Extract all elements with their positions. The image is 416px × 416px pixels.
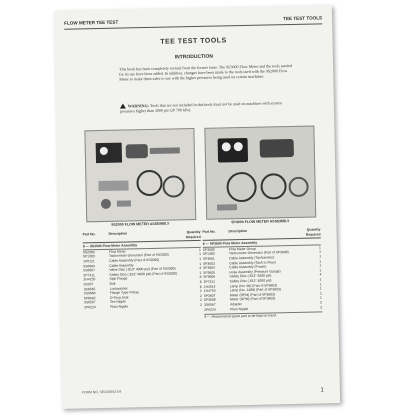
quantity-cell: 1 (199, 256, 202, 261)
description-cell: Tachometer Generator (Part of 9S2000) (108, 252, 169, 259)
page-number: 1 (320, 387, 324, 394)
description-cell: Tee Nipple (109, 299, 127, 305)
intro-paragraph: This book has been completely revised from the former issue. The SF3600 Flow Meter and the tools needed for its use have been added. In addition, changes have been made to the tools used with the 9S2000 Flow Meter to make them safer to use with the higher pressures being used on certain machines. (119, 62, 293, 83)
page-header (64, 15, 322, 29)
part-number-cell: 5P3600 (202, 247, 215, 252)
parts-table-left (83, 230, 203, 310)
cable-coil-shape (288, 177, 308, 197)
description-cell: Adapter (230, 301, 242, 307)
quantity-cell: 8 (199, 284, 202, 289)
table-body (83, 248, 202, 310)
quantity-cell: 1 (319, 254, 322, 259)
header-left: FLOW METER TEE TEST (64, 19, 119, 26)
part-number-cell: 5S937 (83, 282, 94, 287)
quantity-cell: 2 (199, 289, 202, 294)
description-cell: Lockwasher (109, 285, 128, 291)
description-cell: Cable Assembly (Tach to Flow) (229, 259, 276, 265)
fitting-shape (98, 180, 128, 191)
quantity-cell: 1 (319, 263, 322, 268)
description-cell: Flange Type Fitting (109, 290, 139, 295)
form-number: FORM NO. SEG00912-04 (81, 389, 122, 395)
quantity-cell: 1 (319, 277, 322, 282)
description-cell: Flow Meter Group (228, 246, 257, 252)
description-cell: Safety Disc (.813" 4000 psi) (229, 278, 272, 284)
section-heading: INTRODUCTION (174, 53, 214, 61)
description-cell: Meter (RPM) (Part of 5P3603) (229, 292, 276, 298)
document-page (54, 5, 340, 409)
flow-body-shape (126, 144, 148, 158)
description-cell: Cable Assembly (109, 262, 134, 268)
description-cell: Cable Assembly (Power) (229, 264, 267, 270)
header-part: Part No. (202, 229, 216, 234)
quantity-cell: 1 (319, 286, 322, 291)
description-cell: O-Ring Seal (109, 295, 129, 300)
quantity-cell: 1 (199, 270, 202, 275)
fitting-shape (101, 199, 111, 209)
part-number-cell: 5P1383 (202, 252, 215, 257)
quantity-cell: 8 (199, 279, 202, 284)
part-number-cell: 3S6567 (83, 300, 96, 305)
part-number-cell: 5P3604 (203, 265, 216, 271)
fitting-shape (117, 200, 131, 206)
description-cell: Split Flange (109, 276, 128, 282)
pipe-shape (150, 147, 180, 154)
part-number-cell: 1H4763 (203, 288, 216, 294)
description-cell: Cable Assembly (Tachometer) (229, 255, 275, 261)
quantity-cell: 4 (199, 266, 202, 271)
quantity-cell: 1 (318, 245, 321, 250)
description-cell: Flow Meter (108, 249, 126, 254)
quantity-cell: 1 (199, 252, 202, 257)
quantity-cell: 2 (200, 298, 202, 303)
part-number-cell: 2P6224 (84, 305, 96, 310)
warning-label: WARNING: (127, 102, 150, 109)
photo-caption-left: 9S2000 FLOW METER ASSEMBLY (111, 221, 170, 227)
part-number-cell: 5S6069 (83, 263, 95, 268)
part-number-cell: 2P7411 (83, 272, 95, 278)
quantity-cell: 1 (319, 249, 322, 254)
fitting-shape (217, 204, 237, 210)
description-cell: Tachometer Generator (Part of 5P3600) (228, 250, 289, 256)
description-cell: Hose Assembly (Pressure Gauge) (229, 269, 281, 275)
quantity-cell: 1 (198, 247, 201, 252)
table-group-title: 8 — 9S2000 Flow Meter Assembly (83, 242, 201, 250)
description-cell: Meter (GPM) (Part of 5P3603) (229, 296, 276, 302)
quantity-cell: 2 (320, 300, 323, 305)
part-number-cell: 2H4220 (83, 277, 96, 282)
table-body (203, 245, 322, 312)
quantity-cell: 1 (319, 291, 322, 296)
part-number-cell: 5P3605 (203, 270, 216, 275)
part-number-cell: 5P3607 (203, 293, 216, 298)
quantity-cell: 2 (199, 293, 202, 298)
part-number-cell: 1H4514 (203, 284, 216, 289)
photo-caption-right: 5P3600 FLOW METER ASSEMBLY (231, 219, 290, 225)
part-number-cell: 5P3606 (203, 274, 216, 280)
part-number-cell: 5P3601 (203, 256, 215, 261)
part-number-cell: 3S6567 (204, 302, 216, 307)
cable-coil-shape (260, 173, 287, 200)
quantity-cell: 1 (319, 268, 322, 273)
table-group-title: 8 — 5P3600 Flow Meter Assembly (203, 240, 321, 248)
warning-text: Tools that are not included in this book must not be used on machines with system pressures higher than 3000 psi (20 700 kPa). (119, 100, 282, 114)
header-part: Part No. (82, 232, 96, 237)
description-cell: Safety Disc (.813" 4000 psi) (Part of 9S2000) (109, 271, 178, 277)
page-title: TEE TEST TOOLS (160, 37, 227, 46)
description-cell: Safety Disc (.813" 4000 psi) (229, 273, 272, 279)
meter-box-shape (218, 138, 248, 163)
part-number-cell: 5P1383 (82, 254, 95, 259)
part-number-cell: 3S6545 (83, 286, 96, 291)
part-number-cell: 1P6121 (83, 259, 95, 264)
cable-coil-shape (136, 170, 163, 197)
part-number-cell: 2P6224 (204, 307, 216, 312)
description-cell: Bolt (109, 281, 116, 286)
parts-table-right (202, 227, 322, 319)
flow-meter-photo-right (204, 126, 316, 220)
header-quantity: Quantity Required (185, 229, 201, 239)
flow-body-shape (260, 139, 294, 158)
warning-block (120, 100, 296, 114)
header-description: Description (228, 228, 248, 234)
quantity-cell: 2 (320, 304, 323, 309)
header-right: TEE TEST TOOLS (283, 15, 323, 22)
part-number-cell: 5P8002 (83, 295, 96, 301)
description-cell: Plain Nipple (110, 304, 129, 309)
quantity-cell: 1 (319, 281, 322, 286)
table-footnote: 8 — Recommend spare part to be kept on hand. (204, 311, 322, 319)
quantity-cell: 1 (199, 261, 202, 266)
part-number-cell: 5P3603 (203, 261, 215, 266)
quantity-cell: 1 (319, 258, 322, 264)
quantity-cell: 1 (319, 295, 322, 300)
part-number-cell: 5S6067 (83, 268, 96, 273)
description-cell: Valve Disc (.813" 4000 psi) (Part of 9S2000) (109, 266, 176, 273)
part-number-cell: 2P7411 (203, 279, 216, 284)
quantity-cell: 2 (200, 302, 203, 307)
description-cell: Lamp (No. 90) (Part of 5P3603) (229, 282, 278, 288)
header-quantity: Quantity Required (305, 227, 321, 237)
part-number-cell: 5P3608 (203, 297, 216, 303)
quantity-cell: 8 (199, 275, 202, 280)
cable-coil-shape (226, 172, 257, 203)
flow-meter-photo-left (84, 128, 196, 222)
quantity-cell: 4 (319, 272, 322, 277)
description-cell: Cable Assembly (Part of 9S2000) (109, 257, 160, 263)
part-number-cell: 9S2000 (82, 249, 95, 255)
header-description: Description (108, 231, 128, 236)
description-cell: Plain Nipple (230, 306, 249, 311)
cable-coil-shape (162, 175, 184, 197)
description-cell: Lamp (No. 1488) (Part of 5P3603) (229, 287, 282, 293)
part-number-cell: 3S9660 (83, 291, 96, 296)
